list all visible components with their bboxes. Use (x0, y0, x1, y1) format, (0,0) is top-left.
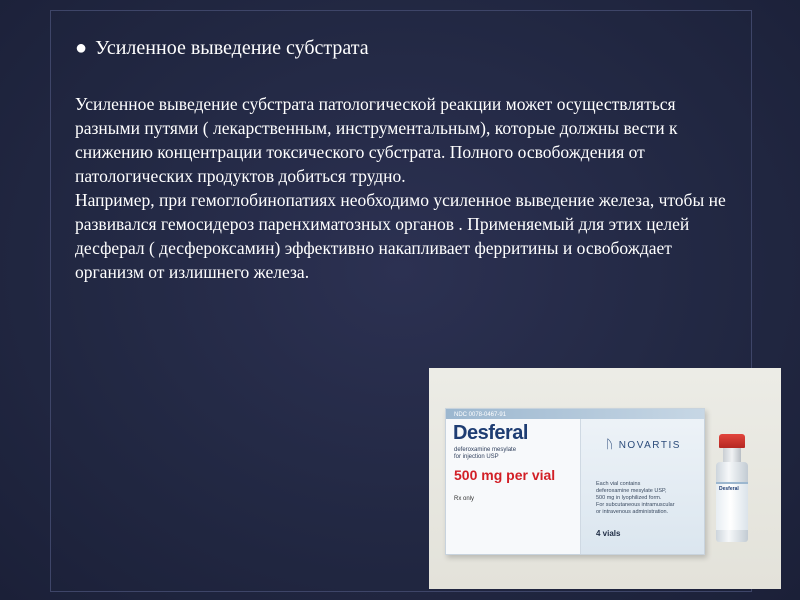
rx-label: Rx only (454, 496, 475, 502)
generic-line: for injection USP (454, 454, 499, 460)
vial-info-line: Each vial contains (596, 481, 641, 487)
dose-label: 500 mg per vial (454, 467, 556, 483)
body-paragraph-1: Усиленное выведение субстрата патологической реакции может осуществляться разными путями ( лекарственным, инструментальным), которые должны вести к снижению концентрации токсического субстрата. Полного освобождения от патологических продуктов добиться трудно. (75, 94, 678, 186)
vial-neck (723, 448, 741, 462)
product-photo (429, 368, 781, 589)
novartis-flame-icon: ᚢ (606, 437, 615, 451)
brand-name: Desferal (453, 422, 528, 444)
manufacturer-logo (606, 437, 681, 451)
vial-cap (719, 434, 745, 448)
vial-info-line: deferoxamine mesylate USP, (596, 488, 667, 494)
vial-label-text: Desferal (719, 486, 739, 492)
bullet-icon: ● (75, 37, 88, 59)
ndc-code: NDC 0078-0467-91 (454, 412, 507, 418)
slide-heading (75, 34, 369, 62)
manufacturer-name: NOVARTIS (618, 440, 681, 451)
vial-info-line: 500 mg in lyophilized form. (596, 495, 662, 501)
vial-info-line: For subcutaneous intramuscular (596, 502, 675, 508)
vial-bottle (716, 434, 748, 542)
vial-info (596, 481, 675, 516)
body-paragraph-2: Например, при гемоглобинопатиях необходимо усиленное выведение железа, чтобы не развивался гемосидероз паренхиматозных органов . Применяемый для этих целей десферал ( десфероксамин) эффективно накапливает ферритины и освобождает организм от излишнего железа. (75, 190, 726, 282)
generic-line: deferoxamine mesylate (454, 447, 517, 453)
vial-info-line: or intravenous administration. (596, 509, 669, 515)
medicine-box (445, 408, 705, 555)
heading-text: Усиленное выведение субстрата (95, 37, 369, 59)
generic-name (454, 447, 516, 461)
slide-body (75, 92, 735, 284)
vial-count: 4 vials (596, 529, 621, 538)
